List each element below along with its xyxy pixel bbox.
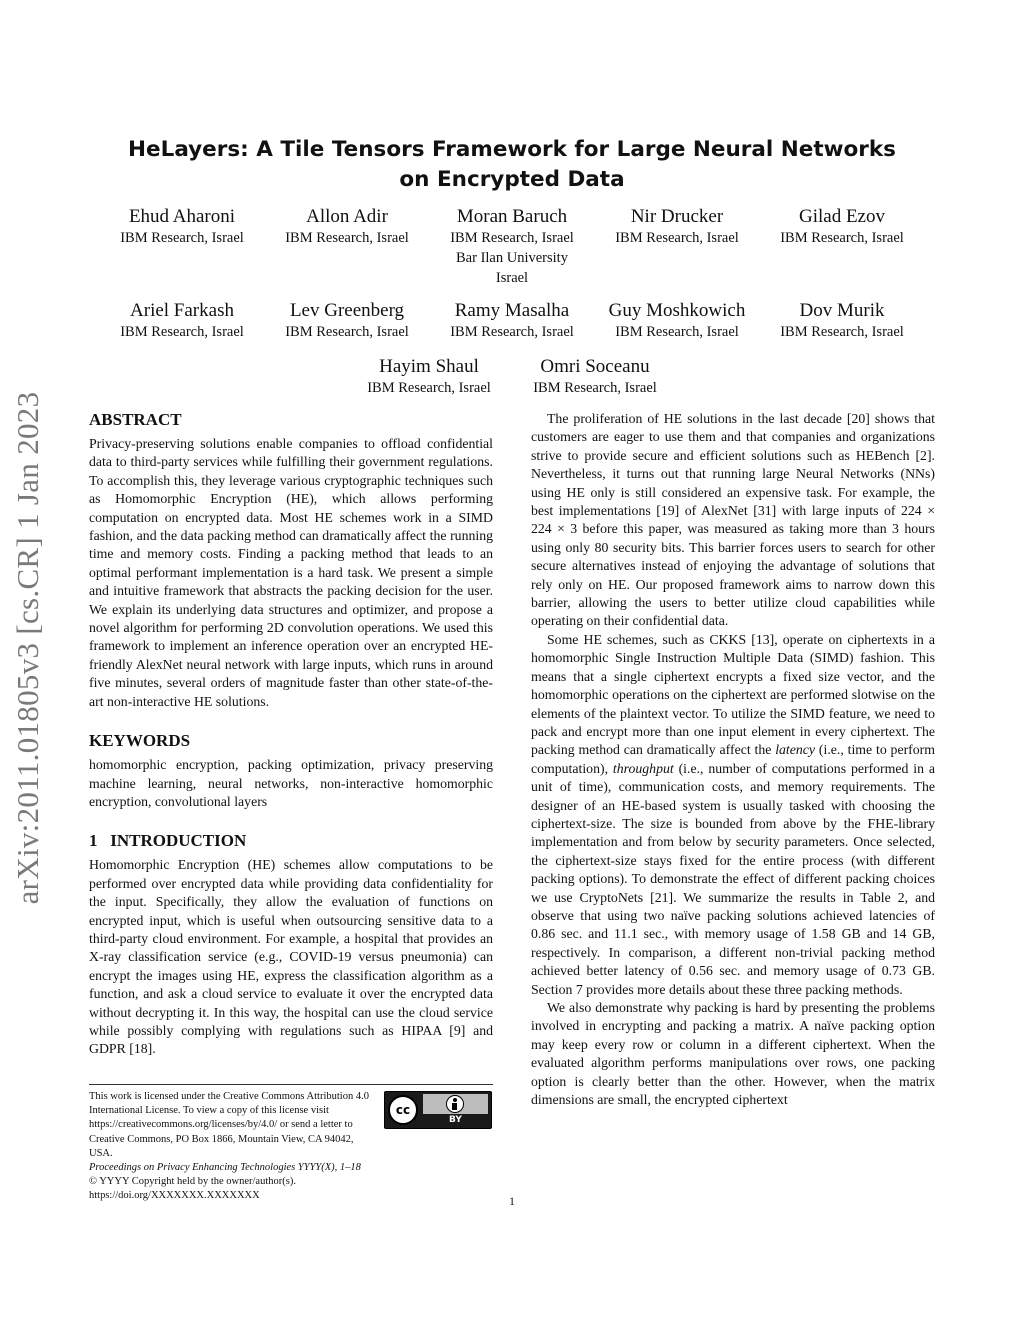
author — [100, 300, 264, 342]
author — [100, 206, 264, 288]
author-name: Allon Adir — [306, 206, 388, 227]
author-name: Ariel Farkash — [130, 300, 234, 321]
abstract-text: Privacy-preserving solutions enable companies to offload confidential data to third-party services while fulfilling their government regulations. To accomplish this, they leverage various cryptographic techniques such as Homomorphic Encryption (HE), which allows performing computation on encrypted data. Most HE schemes work in a SIMD fashion, and the data packing method can dramatically affect the running time and memory costs. Finding a packing method that leads to an optimal performant implementation is a hard task. We present a simple and intuitive framework that abstracts the packing decision for the user. We explain its underlying data structures and optimizer, and propose a novel algorithm for performing 2D convolution operations. We used this framework to implement an inference operation over an encrypted HE-friendly AlexNet neural network with large inputs, which runs in around five minutes, several orders of magnitude faster than other state-of-the-art non-interactive HE solutions. — [89, 436, 493, 709]
author-name: Nir Drucker — [630, 206, 724, 227]
footnote — [89, 1090, 379, 1204]
attribution-person-icon — [446, 1095, 464, 1113]
abstract-heading: ABSTRACT — [89, 410, 182, 429]
emphasis-throughput: throughput — [612, 760, 674, 776]
author-affiliation: IBM Research, Israel — [285, 324, 409, 340]
proceedings-text: Proceedings on Privacy Enhancing Technologies YYYY(X), 1–18 — [89, 1162, 361, 1174]
text-span: Some HE schemes, such as CKKS [13], operate on ciphertexts in a homomorphic Single Instruction Multiple Data (SIMD) fashion. This means that a single ciphertext encrypts a fixed size vector, and the homomorphic operations on the ciphertext are performed slotwise on the elements of the plaintext vector. To utilize the SIMD feature, we need to pack and encrypt more than one input element in every ciphertext. The packing method can dramatically affect the — [531, 631, 935, 758]
author-row-3 — [347, 356, 677, 398]
author-affiliation: IBM Research, Israel — [533, 380, 657, 396]
author-row-2 — [100, 300, 924, 342]
footnote-divider — [89, 1084, 493, 1085]
doi-link[interactable]: https://doi.org/XXXXXXX.XXXXXXX — [89, 1190, 260, 1202]
text-span: (i.e., number of computations performed in a unit of time), communication costs, and memory requirements. The designer of an HE-based system is usually tasked with choosing the ciphertext-size. The size is bounded from above by the FHE-library implementation and from below by security parameters. Once selected, the ciphertext-size stays fixed for the entire process (with different packing options). To demonstrate the effect of different packing choices we use CryptoNets [21]. We summarize the results in Table 2, and observe that using two naïve packing solutions achieved latencies of 0.86 sec. and 11.1 sec., with memory usage of 1.58 GB and 14 GB, respectively. In comparison, a different non-trivial packing method achieved better latency of 0.56 sec. and memory usage of 0.73 GB. Section 7 provides more details about these three packing methods. — [531, 760, 935, 997]
author-name: Lev Greenberg — [289, 300, 405, 321]
author-affiliation: IBM Research, Israel — [450, 324, 574, 340]
author-affiliation: IBM Research, Israel — [120, 324, 244, 340]
author-name: Omri Soceanu — [540, 356, 650, 377]
author-affiliation: IBM Research, Israel — [615, 230, 739, 246]
keywords-text: homomorphic encryption, packing optimization, privacy preserving machine learning, neural networks, non-interactive homomorphic encryption, convolutional layers — [89, 757, 493, 809]
author-affiliation: IBM Research, Israel — [780, 324, 904, 340]
body-paragraph — [531, 631, 935, 999]
author-affiliation: IBM Research, Israel — [120, 230, 244, 246]
arxiv-id[interactable]: arXiv:2011.01805v3 [cs.CR] 1 Jan 2023 — [10, 391, 45, 905]
author-affiliation: IBM Research, Israel — [285, 230, 409, 246]
author — [595, 206, 759, 288]
author-row-1 — [100, 206, 924, 288]
author-name: Dov Murik — [799, 300, 885, 321]
author-name: Ramy Masalha — [454, 300, 570, 321]
author — [760, 206, 924, 288]
author-affiliation: IBM Research, Israel — [780, 230, 904, 246]
author-name: Gilad Ezov — [798, 206, 885, 227]
author — [760, 300, 924, 342]
author-name: Moran Baruch — [456, 206, 568, 227]
author — [265, 206, 429, 288]
emphasis-latency: latency — [775, 742, 816, 758]
author-name: Ehud Aharoni — [128, 206, 236, 227]
keywords-heading: KEYWORDS — [89, 731, 191, 751]
author — [513, 356, 677, 398]
author-name: Hayim Shaul — [379, 356, 479, 377]
page-number: 1 — [509, 1194, 515, 1208]
author-affiliation: IBM Research, Israel — [367, 380, 491, 396]
author-affiliation: Bar Ilan University — [456, 250, 568, 266]
text-span: (i.e., time to perform computation), — [531, 742, 935, 776]
author-affiliation: IBM Research, Israel — [615, 324, 739, 340]
author — [265, 300, 429, 342]
author-affiliation: IBM Research, Israel — [450, 230, 574, 246]
author-name: Guy Moshkowich — [608, 300, 746, 321]
author — [347, 356, 511, 398]
introduction-paragraph: Homomorphic Encryption (HE) schemes allow computations to be performed over encrypted data while providing data confidentiality for the input. Specifically, they allow the evaluation of functions on encrypted input, which is useful when outsourcing sensitive data to a third-party cloud environment. For example, a hospital that provides an X-ray classification service (e.g., COVID-19 versus pneumonia) can encrypt the images using HE, express the classification algorithm as a function, and ask a cloud service to evaluate it over the encrypted data without decrypting it. In this way, the hospital can use the cloud service while possibly complying with regulations such as HIPAA [9] and GDPR [18]. — [89, 857, 493, 1057]
paper-title: HeLayers: A Tile Tensors Framework for Large Neural Networks on Encrypted Data — [128, 137, 896, 192]
by-label: BY — [449, 1115, 462, 1125]
cc-by-license-badge[interactable] — [384, 1091, 492, 1129]
author — [430, 300, 594, 342]
right-column — [531, 410, 935, 1109]
author-affiliation: Israel — [495, 270, 529, 286]
creative-commons-icon: cc — [388, 1095, 418, 1125]
copyright-text: © YYYY Copyright held by the owner/author(s). — [89, 1176, 296, 1188]
author — [430, 206, 594, 288]
license-text: This work is licensed under the Creative Commons Attribution 4.0 International License. To view a copy of this license visit https://creativecommons.org/licenses/by/4.0/ or send a letter to Creative Commons, PO Box 1866, Mountain View, CA 94042, USA. — [89, 1091, 369, 1159]
author — [595, 300, 759, 342]
introduction-heading: 1 INTRODUCTION — [89, 831, 247, 851]
body-paragraph: The proliferation of HE solutions in the last decade [20] shows that customers are eager to use them and that companies and organizations strive to provide secure and efficient solutions such as HEBench [2]. Nevertheless, it turns out that running large Neural Networks (NNs) using HE only is still considered an expensive task. For example, the best implementations [19] of AlexNet [31] with large inputs of 224 × 224 × 3 before this paper, was measured as taking more than 3 hours using only 80 security bits. This barrier forces users to search for other secure alternatives instead of enjoying the advantage of solutions that rely only on HE. Our proposed framework aims to narrow down this barrier, allowing the users to better utilize cloud capabilities while operating on their confidential data. — [531, 411, 935, 629]
body-paragraph: We also demonstrate why packing is hard by presenting the problems involved in encrypting and packing a matrix. A naïve packing option may keep every row or column in a different ciphertext. When the evaluated algorithm performs manipulations over rows, one packing option is clearly better than the other. However, when the matrix dimensions are small, the encrypted ciphertext — [531, 1000, 935, 1108]
left-column — [89, 410, 493, 1059]
